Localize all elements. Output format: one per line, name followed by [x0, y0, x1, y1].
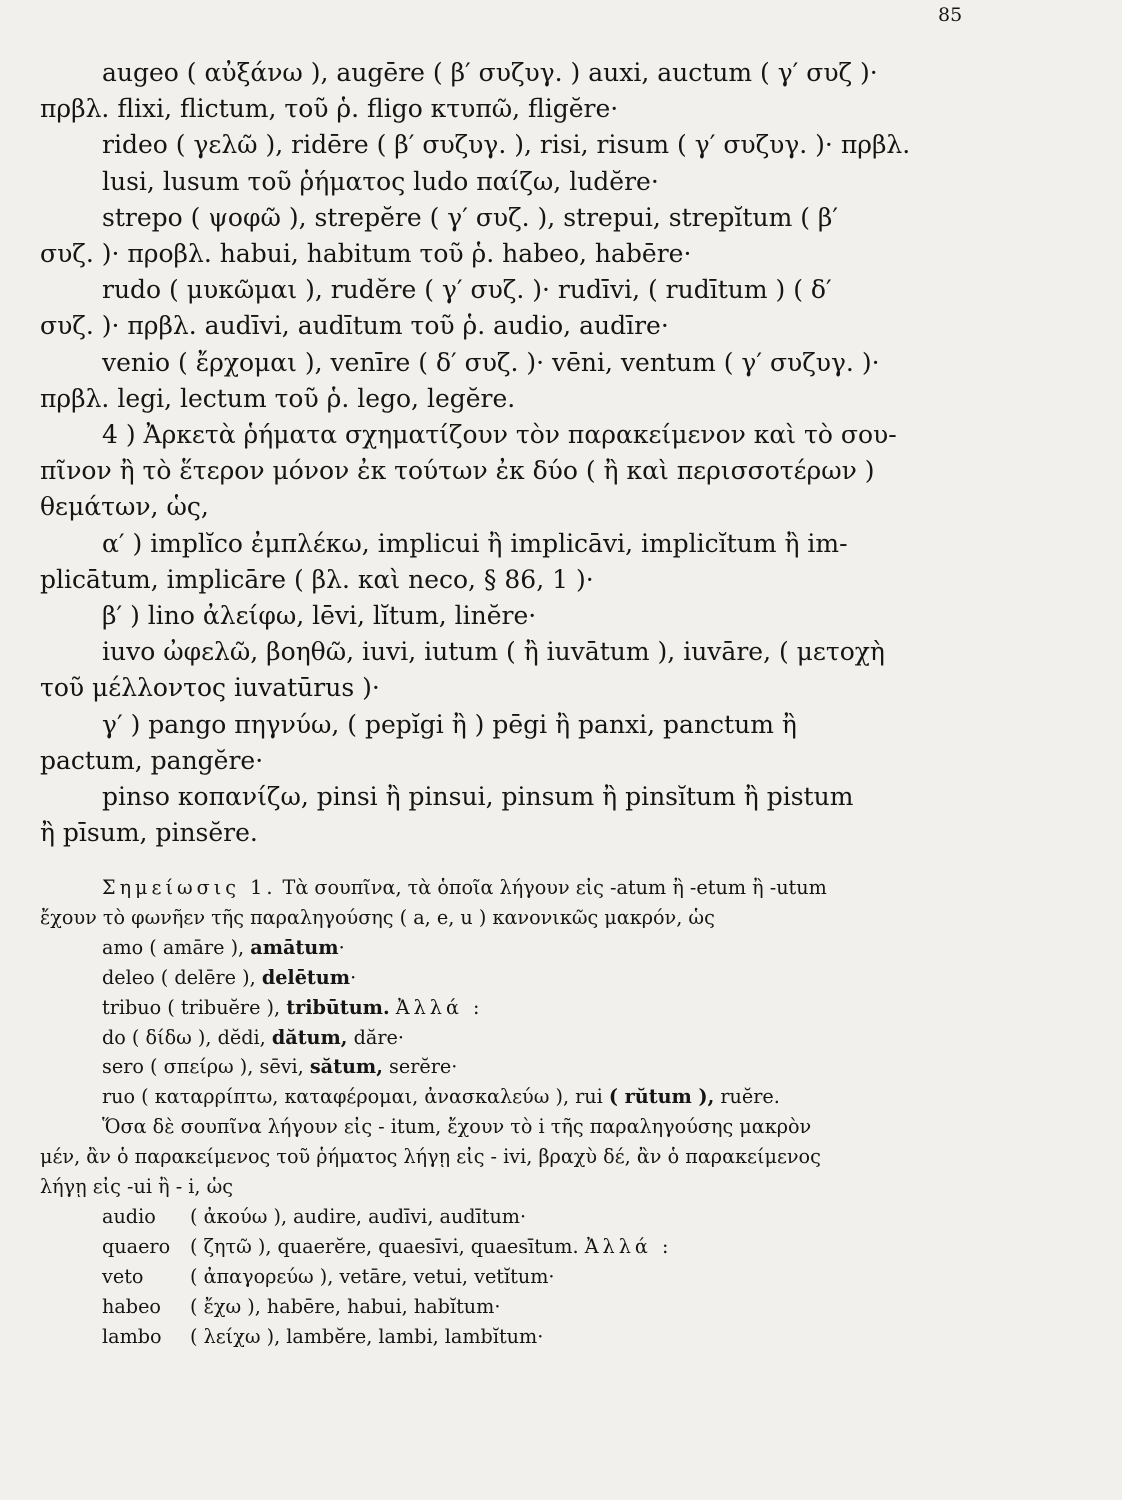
text-line: συζ. )· πρβλ. audīvi, audītum τοῦ ῥ. audio, audīre· — [40, 311, 669, 341]
text-line: α′ ) implĭco ἐμπλέκω, implicui ἢ implicāvi, implicĭtum ἢ im- — [102, 528, 848, 558]
text-line: pinso κοπανίζω, pinsi ἢ pinsui, pinsum ἢ pinsĭtum ἢ pistum — [102, 782, 854, 812]
verb-forms: ( ἔχω ), habēre, habui, habĭtum· — [190, 1294, 501, 1318]
note-paragraph-line: λήγῃ εἰς -ui ἢ - i, ὡς — [40, 1175, 234, 1199]
verb-forms: ( ἀκούω ), audire, audīvi, audītum· — [190, 1204, 527, 1228]
example-line: ruo ( καταρρίπτω, καταφέρομαι, ἀνασκαλεύω ), rui ( rŭtum ), ruĕre. — [102, 1085, 780, 1109]
verb-list-row — [40, 1202, 962, 1232]
bold-supine: delētum — [261, 965, 351, 989]
example-line: sero ( σπείρω ), sēvi, sătum, serĕre· — [102, 1055, 458, 1079]
text-line: ἢ pīsum, pinsĕre. — [40, 818, 258, 848]
text-line: strepo ( ψοφῶ ), strepĕre ( γ′ συζ. ), strepui, strepĭtum ( β′ — [102, 202, 839, 232]
note-intro-text: Τὰ σουπῖνα, τὰ ὁποῖα λήγουν εἰς -atum ἢ -etum ἢ -utum — [282, 876, 827, 899]
note-paragraph-line: Ὅσα δὲ σουπῖνα λήγουν εἰς - itum, ἔχουν τὸ i τῆς παραληγούσης μακρὸν — [102, 1115, 812, 1139]
text-line: augeo ( αὐξάνω ), augēre ( β′ συζυγ. ) auxi, auctum ( γ′ συζ )· — [102, 58, 878, 87]
example-line: deleo ( delēre ), delētum· — [102, 965, 357, 989]
text-line: venio ( ἔρχομαι ), venīre ( δ′ συζ. )· vēni, ventum ( γ′ συζυγ. )· — [102, 347, 880, 377]
text-line: rideo ( γελῶ ), ridēre ( β′ συζυγ. ), risi, risum ( γ′ συζυγ. )· πρβλ. — [102, 130, 911, 160]
bold-supine: amātum — [250, 935, 339, 959]
verb-list-row — [40, 1322, 962, 1352]
bold-supine: tribūtum. — [286, 995, 390, 1019]
example-line: do ( δίδω ), dĕdi, dătum, dăre· — [102, 1025, 404, 1049]
text-line: συζ. )· προβλ. habui, habitum τοῦ ῥ. habeo, habēre· — [40, 239, 692, 269]
text-line: lusi, lusum τοῦ ῥήματος ludo παίζω, ludĕre· — [102, 166, 659, 196]
text-line: πρβλ. flixi, flictum, τοῦ ῥ. fligo κτυπῶ, fligĕre· — [40, 94, 619, 124]
text-line: τοῦ μέλλοντος iuvatūrus )· — [40, 673, 380, 703]
note-heading: Σημείωσις 1. — [102, 876, 277, 899]
page-number: 85 — [938, 4, 963, 26]
main-text — [40, 55, 962, 851]
example-line: tribuo ( tribuĕre ), tribūtum. Ἀλλά : — [102, 995, 484, 1019]
text-line: θεμάτων, ὡς, — [40, 492, 209, 522]
text-line: iuvo ὠφελῶ, βοηθῶ, iuvi, iutum ( ἢ iuvātum ), iuvāre, ( μετοχὴ — [102, 637, 885, 667]
verb-list-row — [40, 1292, 962, 1322]
verb-forms: ( λείχω ), lambĕre, lambi, lambĭtum· — [190, 1324, 544, 1348]
verb-word: veto — [102, 1264, 144, 1288]
alla-marker: Ἀλλά : — [584, 1234, 673, 1258]
note-paragraph-line: μέν, ἂν ὁ παρακείμενος τοῦ ῥήματος λήγῃ εἰς - ivi, βραχὺ δέ, ἂν ὁ παρακείμενος — [40, 1145, 821, 1169]
text-line: πρβλ. legi, lectum τοῦ ῥ. lego, legĕre. — [40, 383, 516, 413]
verb-forms: ( ἀπαγορεύω ), vetāre, vetui, vetĭtum· — [190, 1264, 555, 1288]
alla-marker: Ἀλλά : — [395, 995, 484, 1019]
text-line: γ′ ) pango πηγνύω, ( pepĭgi ἢ ) pēgi ἢ panxi, panctum ἢ — [102, 709, 797, 739]
text-line: rudo ( μυκῶμαι ), rudĕre ( γ′ συζ. )· rudīvi, ( rudītum ) ( δ′ — [102, 275, 832, 305]
verb-list-row — [40, 1232, 962, 1262]
bold-supine: sătum, — [309, 1055, 383, 1079]
verb-word: habeo — [102, 1294, 161, 1318]
text-line: 4 ) Ἀρκετὰ ῥήματα σχηματίζουν τὸν παρακείμενον καὶ τὸ σου- — [102, 420, 897, 450]
verb-word: audio — [102, 1204, 156, 1228]
text-line: β′ ) lino ἀλείφω, lēvi, lĭtum, linĕre· — [102, 601, 537, 631]
note-intro-line — [40, 873, 962, 903]
verb-word: lambo — [102, 1324, 162, 1348]
verb-forms: ( ζητῶ ), quaerĕre, quaesīvi, quaesītum. — [190, 1234, 579, 1258]
note-section — [40, 873, 962, 1352]
verb-list-row — [40, 1262, 962, 1292]
text-line: πῖνον ἢ τὸ ἕτερον μόνον ἐκ τούτων ἐκ δύο ( ἢ καὶ περισσοτέρων ) — [40, 456, 875, 486]
text-line: plicātum, implicāre ( βλ. καὶ neco, § 86, 1 )· — [40, 564, 594, 594]
example-line: amo ( amāre ), amātum· — [102, 935, 345, 959]
bold-supine: ( rŭtum ), — [608, 1085, 715, 1109]
text-line: pactum, pangĕre· — [40, 745, 264, 775]
verb-word: quaero — [102, 1234, 171, 1258]
note-intro-line: ἔχουν τὸ φωνῆεν τῆς παραληγούσης ( a, e, u ) κανονικῶς μακρόν, ὡς — [40, 905, 715, 929]
bold-supine: dătum, — [271, 1025, 348, 1049]
